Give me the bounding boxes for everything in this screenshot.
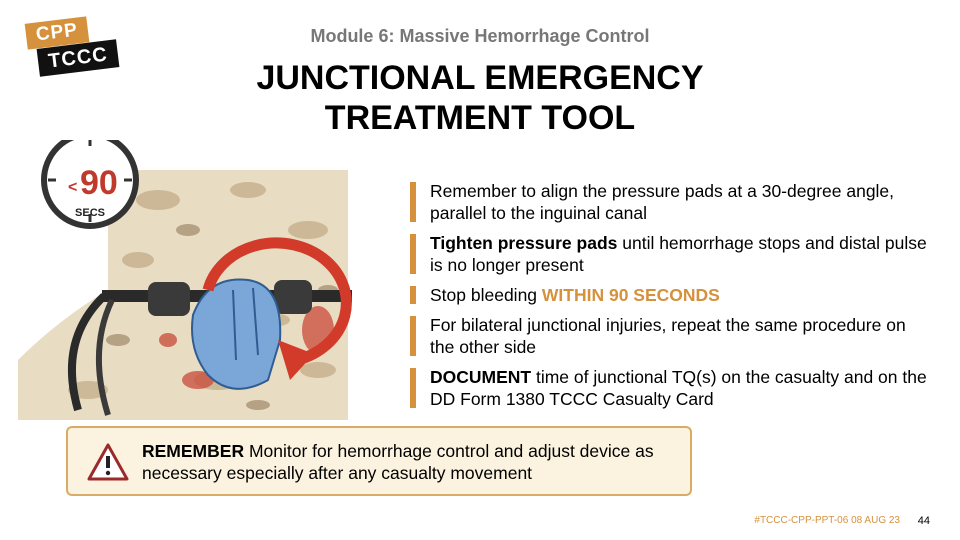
module-subtitle: Module 6: Massive Hemorrhage Control <box>310 26 650 46</box>
jett-illustration <box>18 140 378 420</box>
bullet-bar <box>410 316 416 356</box>
gloved-hands <box>192 279 280 388</box>
bullet-text: until hemorrhage stops and distal pulse is no longer present <box>430 233 927 275</box>
bullet-text: For bilateral junctional injuries, repeat the same procedure on the other side <box>430 315 906 357</box>
bullet-document <box>410 366 930 410</box>
timer-value: 90 <box>80 164 118 202</box>
bullet-bilateral <box>410 314 930 358</box>
title-line-2: TREATMENT TOOL <box>324 99 636 137</box>
warning-icon <box>86 442 130 482</box>
bullet-tighten-pads <box>410 232 930 276</box>
bullet-bar <box>410 182 416 222</box>
pressure-pad-left <box>148 282 190 316</box>
timer-unit: SECS <box>75 207 105 219</box>
instruction-list <box>410 180 930 418</box>
bullet-bold: DOCUMENT <box>430 367 532 387</box>
remember-callout <box>66 426 692 496</box>
callout-body: Monitor for hemorrhage control and adjust device as necessary especially after any casualty movement <box>142 441 654 483</box>
bullet-align-pads <box>410 180 930 224</box>
page-title <box>0 58 960 138</box>
bullet-bar <box>410 286 416 304</box>
callout-text <box>142 440 682 484</box>
bullet-stop-bleeding <box>410 284 930 306</box>
bullet-bar <box>410 368 416 408</box>
page-number: 44 <box>917 515 930 527</box>
bullet-text: Stop bleeding <box>430 285 542 305</box>
bullet-bar <box>410 234 416 274</box>
bullet-text: time of junctional TQ(s) on the casualty and on the DD Form 1380 TCCC Casualty Card <box>430 367 927 409</box>
timer-prefix: < <box>68 179 78 196</box>
callout-bold: REMEMBER <box>142 441 245 461</box>
footer-code: #TCCC-CPP-PPT-06 08 AUG 23 <box>754 515 900 526</box>
bullet-bold: Tighten pressure pads <box>430 233 618 253</box>
bullet-text: Remember to align the pressure pads at a 30-degree angle, parallel to the inguinal canal <box>430 181 895 223</box>
logo-cpp: CPP <box>25 16 90 49</box>
pressure-pad-right <box>274 280 312 314</box>
title-line-1: JUNCTIONAL EMERGENCY <box>256 59 704 97</box>
bullet-highlight: WITHIN 90 SECONDS <box>541 285 720 305</box>
logo-tccc: TCCC <box>37 39 120 77</box>
